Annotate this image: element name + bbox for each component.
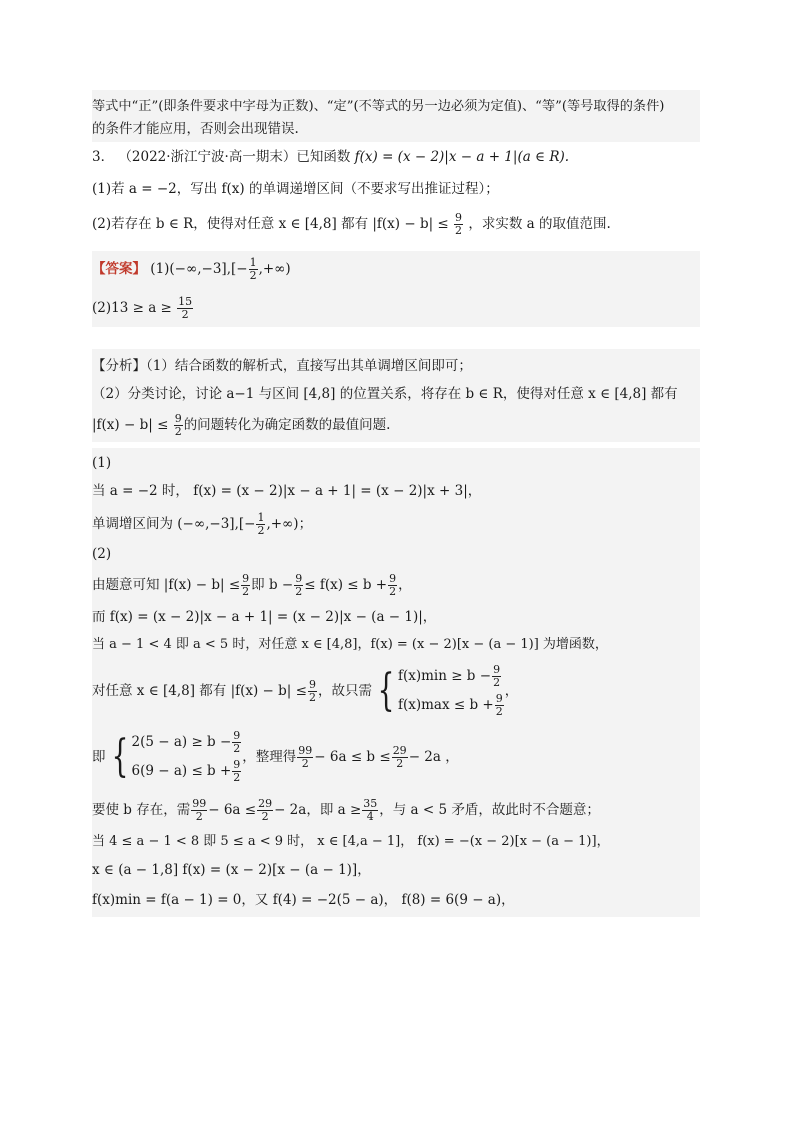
answer-2: (2)13 ≥ a ≥ $\frac{15}{2}$ (92, 295, 193, 321)
question-2: (2)若存在 b ∈ R，使得对任意 x ∈ [4,8] 都有 |f(x) − b| ≤ $\frac{9}{2}$ ，求实数 a 的取值范围. (92, 211, 611, 237)
solution-line-6: 对任意 x ∈ [4,8] 都有 |f(x) − b| ≤ $\frac{9}{2}$ ，故只需 { f(x)min ≥ b − $\frac{9}{2}$ f(x)max ≤ b + $\frac{9}{2}$ ， (92, 663, 519, 718)
answer-1: 【答案】 (1)(−∞,−3],[− $\frac{1}{2}$ ,+∞) (92, 256, 291, 282)
intro-line-1: 等式中“正”(即条件要求中字母为正数)、“定”(不等式的另一边必须为定值)、“等”(等号取得的条件) (92, 99, 665, 114)
analysis-line-2: （2）分类讨论，讨论 a−1 与区间 [4,8] 的位置关系，将存在 b ∈ R，使得对任意 x ∈ [4,8] 都有 (92, 386, 678, 402)
solution-line-3: 由题意可知 |f(x) − b| ≤ $\frac{9}{2}$ 即 b − $\frac{9}{2}$ ≤ f(x) ≤ b + $\frac{9}{2}$ ， (92, 572, 412, 598)
analysis-block (92, 349, 700, 442)
problem-number: 3． (92, 149, 115, 165)
intro-block (92, 90, 700, 142)
analysis-line-3: |f(x) − b| ≤ $\frac{9}{2}$ 的问题转化为确定函数的最值问题. (92, 412, 391, 438)
solution-block (92, 448, 700, 917)
solution-line-1: 当 a = −2 时， f(x) = (x − 2)|x − a + 1| = (x − 2)|x + 3|， (92, 483, 482, 499)
solution-part-1: (1) (92, 455, 112, 471)
solution-line-4: 而 f(x) = (x − 2)|x − a + 1| = (x − 2)|x − (a − 1)|， (92, 609, 437, 625)
analysis-tag: 【分析】 (92, 358, 146, 374)
solution-line-11: f(x)min = f(a − 1) = 0，又 f(4) = −2(5 − a)， f(8) = 6(9 − a)， (92, 892, 515, 908)
solution-line-5: 当 a − 1 < 4 即 a < 5 时，对任意 x ∈ [4,8]，f(x) = (x − 2)[x − (a − 1)] 为增函数， (92, 637, 608, 652)
answer-tag: 【答案】 (92, 261, 146, 277)
intro-line-2: 的条件才能应用，否则会出现错误. (92, 121, 299, 137)
solution-part-2: (2) (92, 546, 112, 562)
problem-source: （2022·浙江宁波·高一期末）已知函数 (118, 149, 351, 165)
solution-line-9: 当 4 ≤ a − 1 < 8 即 5 ≤ a < 9 时， x ∈ [4,a − 1]， f(x) = −(x − 2)[x − (a − 1)]， (92, 834, 610, 849)
answer-block (92, 251, 700, 327)
fraction-nine-halves: $\frac{9}{2}$ (455, 211, 463, 237)
solution-line-2: 单调增区间为 (−∞,−3],[− $\frac{1}{2}$ ,+∞)； (92, 511, 313, 537)
solution-line-7: 即 { 2(5 − a) ≥ b − $\frac{9}{2}$ 6(9 − a) ≤ b + $\frac{9}{2}$ ，整理得 $\frac{99}{2}$ − 6a ≤ b ≤ $\frac{29}{2}$ − 2a ， (92, 729, 459, 784)
document-page (92, 90, 700, 917)
analysis-line-1: 【分析】（1）结合函数的解析式，直接写出其单调增区间即可； (92, 358, 472, 374)
problem-function: f(x) = (x − 2)|x − a + 1|(a ∈ R). (354, 149, 570, 165)
system-brace-1: { f(x)min ≥ b − $\frac{9}{2}$ f(x)max ≤ b + $\frac{9}{2}$ (377, 663, 503, 718)
question-1: (1)若 a = −2，写出 f(x) 的单调递增区间（不要求写出推证过程）； (92, 181, 499, 197)
problem-header (92, 146, 700, 168)
system-brace-2: { 2(5 − a) ≥ b − $\frac{9}{2}$ 6(9 − a) ≤ b + $\frac{9}{2}$ (111, 729, 241, 784)
solution-line-10: x ∈ (a − 1,8] f(x) = (x − 2)[x − (a − 1)]， (92, 862, 371, 878)
solution-line-8: 要使 b 存在，需 $\frac{99}{2}$ − 6a ≤ $\frac{29}{2}$ − 2a，即 a ≥ $\frac{35}{4}$ ，与 a < 5 矛盾，故此时不合题意； (92, 797, 600, 823)
